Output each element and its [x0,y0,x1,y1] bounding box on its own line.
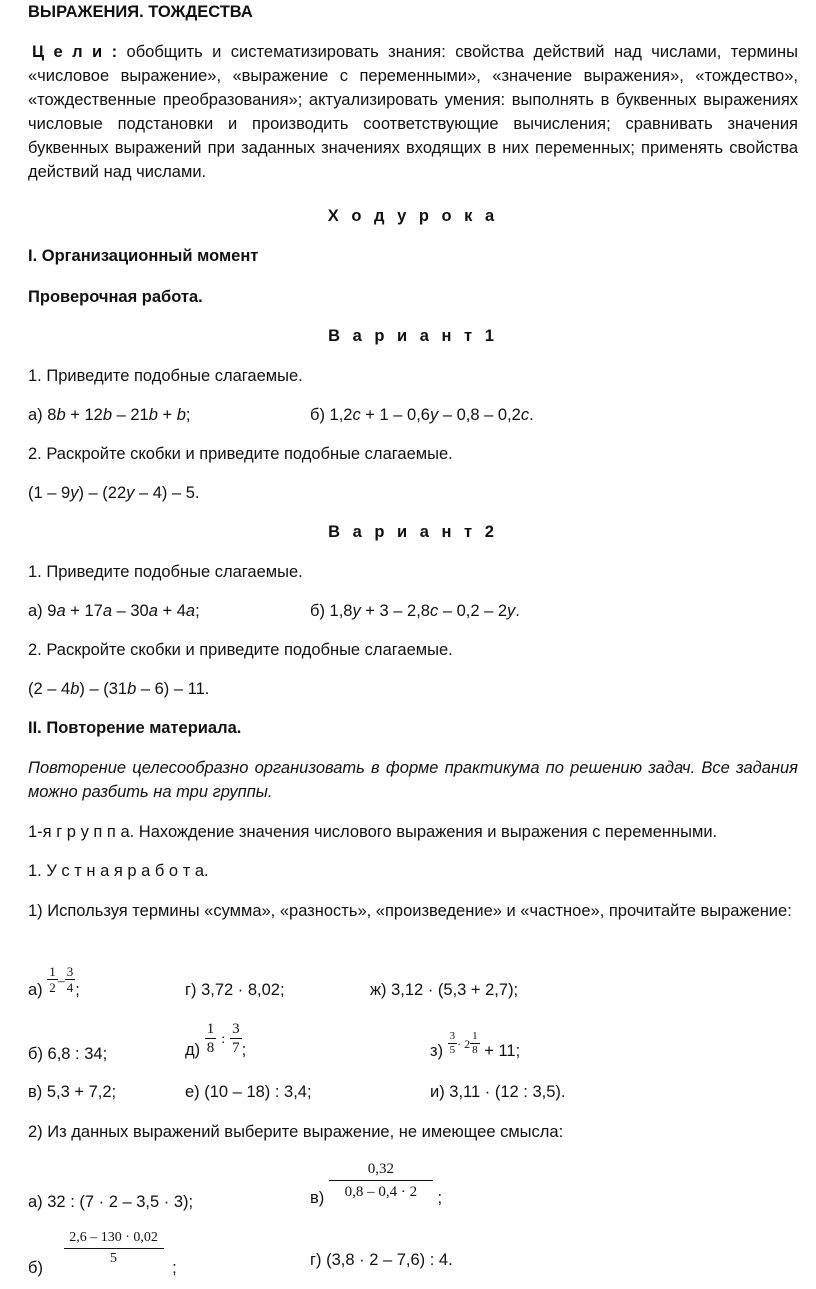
group-1-line: 1-я г р у п п а. Нахождение значения числового выражения и выражения с переменными. [28,823,718,841]
variant-2-expression: (2 – 4b) – (31b – 6) – 11. [28,680,210,698]
group-1-label: г р у п п а [56,823,130,841]
goals-label: Ц е л и : [32,43,118,61]
ex2-item-g: г) (3,8 · 2 – 7,6) : 4. [310,1251,453,1269]
section-2-heading: II. Повторение материала. [28,719,242,737]
repetition-note: Повторение целесообразно организовать в форме практикума по решению задач. Все задания можно разбить на три группы. [28,759,798,801]
exercise-2-text: 2) Из данных выражений выберите выражение, не имеющее смысла: [28,1123,564,1141]
variant-1-item-a: а) 8b + 12b – 21b + b; [28,406,191,424]
ex1-item-e: е) (10 – 18) : 3,4; [185,1083,312,1101]
ex1-item-g: г) 3,72 · 8,02; [185,981,285,999]
variant-2-task-1: 1. Приведите подобные слагаемые. [28,563,303,581]
goals-text: обобщить и систематизировать знания: свойства действий над числами, термины «числовое выражение», «выражение с переменными», «значение выражения», «тождество», «тождественные преобразования»; актуализировать умения: выполнять в буквенных выражениях числовые подстановки и производить соответствующие вычисления; сравнивать значения буквенных выражений при заданных значениях входящих в них переменных; применять свойства действий над числами. [28,43,798,181]
ex1-item-z: з) $\frac{3}{5}$ · 2 $\frac{1}{8}$ + 11; [430,1030,521,1060]
oral-work-line: 1. У с т н а я р а б о т а. [28,862,209,880]
variant-1-task-2: 2. Раскройте скобки и приведите подобные слагаемые. [28,445,453,463]
ex2-item-b: б) $\frac{2,6 - 130 \cdot 0,02}{5}$ ; [28,1230,177,1277]
variant-1-task-1: 1. Приведите подобные слагаемые. [28,367,303,385]
ex1-item-i: и) 3,11 · (12 : 3,5). [430,1083,566,1101]
check-work-heading: Проверочная работа. [28,288,203,306]
variant-2-item-b: б) 1,8y + 3 – 2,8c – 0,2 – 2y. [310,602,520,620]
variant-1-expression: (1 – 9y) – (22y – 4) – 5. [28,484,200,502]
lesson-heading: Х о д у р о к а [327,207,499,225]
ex2-item-a: а) 32 : (7 · 2 – 3,5 · 3); [28,1193,194,1211]
ex1-item-v: в) 5,3 + 7,2; [28,1083,117,1101]
section-1-heading: I. Организационный момент [28,247,259,265]
exercise-1-text: 1) Используя термины «сумма», «разность», «произведение» и «частное», прочитайте выражение: [28,902,792,920]
variant-2-heading: В а р и а н т 2 [328,523,498,541]
ex2-item-v: в) $\frac{0,32}{0,8 - 0,4 \cdot 2}$ ; [310,1158,442,1210]
ex1-item-d: д) $\frac{1}{8}$ : $\frac{3}{7}$ ; [185,1021,247,1059]
ex1-item-zh: ж) 3,12 · (5,3 + 2,7); [370,981,519,999]
goals-paragraph [28,40,798,184]
variant-1-item-b: б) 1,2c + 1 – 0,6y – 0,8 – 0,2c. [310,406,534,424]
variant-2-task-2: 2. Раскройте скобки и приведите подобные слагаемые. [28,641,453,659]
ex1-item-b: б) 6,8 : 34; [28,1045,108,1063]
variant-1-heading: В а р и а н т 1 [328,327,498,345]
oral-work-label: У с т н а я р а б о т а [46,862,205,880]
ex1-item-a: а) $\frac{1}{2}$ – $\frac{3}{4}$ ; [28,964,80,999]
document-title: ВЫРАЖЕНИЯ. ТОЖДЕСТВА [28,3,253,21]
variant-2-item-a: а) 9a + 17a – 30a + 4a; [28,602,200,620]
